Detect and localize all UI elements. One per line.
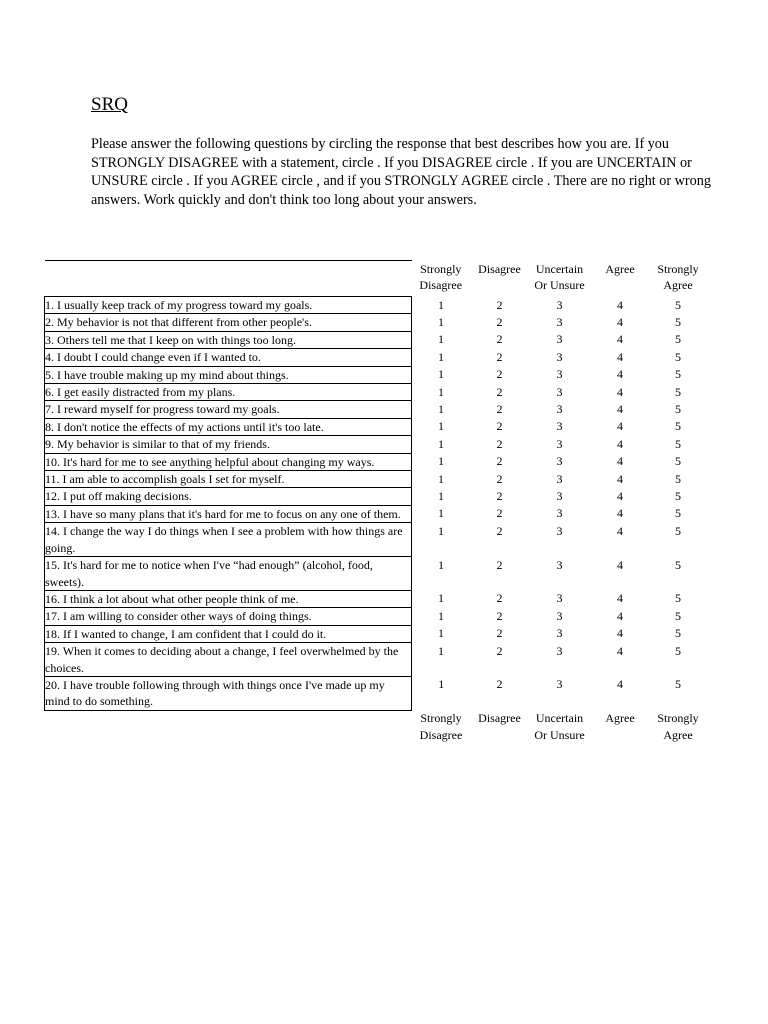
question-text: 7. I reward myself for progress toward my goals.: [45, 401, 412, 418]
option-strongly-agree[interactable]: 5: [675, 367, 681, 382]
option-strongly-disagree[interactable]: 1: [438, 419, 444, 434]
option-uncertain[interactable]: 3: [556, 401, 563, 416]
option-strongly-disagree[interactable]: 1: [438, 384, 444, 399]
option-uncertain[interactable]: 3: [556, 506, 563, 521]
question-text: 11. I am able to accomplish goals I set for myself.: [45, 471, 412, 488]
instructions: [91, 135, 721, 209]
option-strongly-agree[interactable]: 5: [675, 591, 681, 606]
option-uncertain[interactable]: 3: [556, 419, 563, 434]
header-strongly-disagree: Strongly Disagree: [419, 261, 463, 292]
option-strongly-agree[interactable]: 5: [675, 488, 681, 503]
question-row: [45, 523, 707, 557]
question-row: [45, 297, 707, 314]
question-text: 15. It's hard for me to notice when I've “had enough” (alcohol, food, sweets).: [45, 557, 412, 591]
question-text: 8. I don't notice the effects of my actions until it's too late.: [45, 418, 412, 435]
scale-header-row: [45, 261, 707, 297]
option-strongly-disagree[interactable]: 1: [438, 367, 444, 382]
question-row: [45, 384, 707, 401]
option-strongly-agree[interactable]: 5: [675, 506, 681, 521]
option-agree[interactable]: 4: [617, 419, 623, 434]
option-strongly-disagree[interactable]: 1: [438, 471, 444, 486]
footer-agree: Agree: [605, 711, 635, 726]
option-agree[interactable]: 4: [617, 384, 623, 399]
option-strongly-agree[interactable]: 5: [675, 297, 681, 312]
option-agree[interactable]: 4: [617, 506, 623, 521]
option-strongly-agree[interactable]: 5: [675, 436, 681, 451]
question-text: 14. I change the way I do things when I see a problem with how things are going.: [45, 523, 412, 557]
option-strongly-agree[interactable]: 5: [675, 643, 681, 658]
option-agree[interactable]: 4: [617, 677, 623, 692]
question-text: 13. I have so many plans that it's hard for me to focus on any one of them.: [45, 505, 412, 522]
option-disagree[interactable]: 2: [496, 401, 503, 416]
option-agree[interactable]: 4: [617, 436, 623, 451]
question-text: 17. I am willing to consider other ways of doing things.: [45, 608, 412, 625]
question-text: 3. Others tell me that I keep on with things too long.: [45, 331, 412, 348]
question-row: [45, 590, 707, 607]
option-agree[interactable]: 4: [617, 608, 623, 623]
option-uncertain[interactable]: 3: [556, 643, 563, 658]
option-strongly-disagree[interactable]: 1: [438, 557, 444, 572]
option-strongly-disagree[interactable]: 1: [438, 488, 444, 503]
question-text: 2. My behavior is not that different from other people's.: [45, 314, 412, 331]
option-disagree[interactable]: 2: [496, 557, 503, 572]
option-disagree[interactable]: 2: [496, 314, 503, 329]
option-uncertain[interactable]: 3: [556, 349, 563, 364]
option-disagree[interactable]: 2: [496, 384, 503, 399]
option-uncertain[interactable]: 3: [556, 384, 563, 399]
option-agree[interactable]: 4: [617, 488, 623, 503]
question-text: 20. I have trouble following through with things once I've made up my mind to do something.: [45, 676, 412, 710]
option-agree[interactable]: 4: [617, 401, 623, 416]
header-uncertain: Uncertain Or Unsure: [534, 261, 585, 292]
question-text: 10. It's hard for me to see anything helpful about changing my ways.: [45, 453, 412, 470]
option-agree[interactable]: 4: [617, 557, 623, 572]
question-text: 16. I think a lot about what other people think of me.: [45, 590, 412, 607]
option-strongly-disagree[interactable]: 1: [438, 626, 444, 641]
question-row: [45, 471, 707, 488]
option-agree[interactable]: 4: [617, 591, 623, 606]
scale-footer-row: [45, 710, 707, 743]
option-strongly-disagree[interactable]: 1: [438, 523, 444, 538]
option-disagree[interactable]: 2: [496, 367, 503, 382]
option-uncertain[interactable]: 3: [556, 626, 563, 641]
question-row: [45, 557, 707, 591]
option-disagree[interactable]: 2: [496, 419, 503, 434]
option-strongly-agree[interactable]: 5: [675, 349, 681, 364]
question-row: [45, 331, 707, 348]
option-strongly-agree[interactable]: 5: [675, 557, 681, 572]
option-agree[interactable]: 4: [617, 314, 623, 329]
option-strongly-agree[interactable]: 5: [675, 384, 681, 399]
option-strongly-disagree[interactable]: 1: [438, 591, 444, 606]
question-text: 12. I put off making decisions.: [45, 488, 412, 505]
option-disagree[interactable]: 2: [496, 643, 503, 658]
option-agree[interactable]: 4: [617, 367, 623, 382]
question-text: 19. When it comes to deciding about a change, I feel overwhelmed by the choices.: [45, 643, 412, 677]
option-strongly-agree[interactable]: 5: [675, 454, 681, 469]
option-strongly-agree[interactable]: 5: [675, 419, 681, 434]
option-agree[interactable]: 4: [617, 332, 623, 347]
option-agree[interactable]: 4: [617, 349, 623, 364]
option-agree[interactable]: 4: [617, 297, 623, 312]
question-row: [45, 314, 707, 331]
question-row: [45, 453, 707, 470]
option-disagree[interactable]: 2: [496, 349, 503, 364]
option-agree[interactable]: 4: [617, 471, 623, 486]
option-strongly-agree[interactable]: 5: [675, 626, 681, 641]
option-strongly-agree[interactable]: 5: [675, 677, 681, 692]
option-uncertain[interactable]: 3: [556, 677, 563, 692]
option-disagree[interactable]: 2: [496, 608, 503, 623]
footer-blank: [45, 710, 412, 743]
option-agree[interactable]: 4: [617, 523, 623, 538]
questionnaire-table: [44, 260, 707, 743]
option-uncertain[interactable]: 3: [556, 608, 563, 623]
option-strongly-disagree[interactable]: 1: [438, 401, 444, 416]
page-title: SRQ: [91, 94, 128, 115]
header-agree: Agree: [605, 261, 635, 276]
header-strongly-agree: Strongly Agree: [657, 261, 699, 292]
option-strongly-disagree[interactable]: 1: [438, 332, 444, 347]
header-blank: [45, 261, 412, 297]
question-row: [45, 436, 707, 453]
question-row: [45, 625, 707, 642]
option-uncertain[interactable]: 3: [556, 488, 563, 503]
footer-strongly-agree: Strongly Agree: [657, 711, 699, 742]
option-strongly-disagree[interactable]: 1: [438, 506, 444, 521]
question-row: [45, 349, 707, 366]
footer-strongly-disagree: Strongly Disagree: [419, 711, 463, 742]
option-strongly-disagree[interactable]: 1: [438, 677, 445, 692]
question-row: [45, 418, 707, 435]
header-disagree: Disagree: [478, 261, 521, 276]
question-text: 1. I usually keep track of my progress toward my goals.: [45, 297, 412, 314]
option-disagree[interactable]: 2: [496, 677, 503, 692]
option-uncertain[interactable]: 3: [556, 332, 563, 347]
option-strongly-agree[interactable]: 5: [675, 608, 681, 623]
question-text: 6. I get easily distracted from my plans.: [45, 384, 412, 401]
question-row: [45, 608, 707, 625]
option-strongly-disagree[interactable]: 1: [438, 314, 444, 329]
option-uncertain[interactable]: 3: [556, 297, 563, 312]
option-uncertain[interactable]: 3: [556, 454, 563, 469]
option-uncertain[interactable]: 3: [556, 523, 563, 538]
option-disagree[interactable]: 2: [496, 454, 503, 469]
option-strongly-disagree[interactable]: 1: [438, 608, 444, 623]
instructions-text: Please answer the following questions by circling the response that best describes how you are. If you STRONGLY DISAGREE with a statement, circle . If you DISAGREE circle . If you are UNCERTAIN or UNSURE circle . If you AGREE circle , and if you STRONGLY AGREE circle . There are no right or wrong answers. Work quickly and don't think too long about your answers.: [91, 136, 711, 208]
question-row: [45, 676, 707, 710]
question-text: 5. I have trouble making up my mind about things.: [45, 366, 412, 383]
option-disagree[interactable]: 2: [496, 488, 503, 503]
question-row: [45, 488, 707, 505]
option-strongly-agree[interactable]: 5: [675, 471, 681, 486]
question-text: 4. I doubt I could change even if I wanted to.: [45, 349, 412, 366]
option-disagree[interactable]: 2: [496, 297, 503, 312]
footer-uncertain: Uncertain Or Unsure: [534, 711, 585, 742]
option-disagree[interactable]: 2: [496, 332, 503, 347]
option-uncertain[interactable]: 3: [556, 314, 563, 329]
option-strongly-disagree[interactable]: 1: [438, 297, 444, 312]
question-row: [45, 366, 707, 383]
option-uncertain[interactable]: 3: [556, 591, 563, 606]
option-strongly-disagree[interactable]: 1: [438, 454, 444, 469]
option-disagree[interactable]: 2: [496, 506, 503, 521]
option-disagree[interactable]: 2: [496, 436, 503, 451]
option-strongly-agree[interactable]: 5: [675, 314, 681, 329]
question-text: 18. If I wanted to change, I am confident that I could do it.: [45, 625, 412, 642]
option-uncertain[interactable]: 3: [556, 436, 563, 451]
option-uncertain[interactable]: 3: [556, 367, 563, 382]
question-row: [45, 401, 707, 418]
option-strongly-disagree[interactable]: 1: [438, 643, 444, 658]
option-disagree[interactable]: 2: [496, 471, 503, 486]
option-uncertain[interactable]: 3: [556, 557, 563, 572]
option-agree[interactable]: 4: [617, 454, 623, 469]
option-strongly-disagree[interactable]: 1: [438, 436, 444, 451]
option-strongly-agree[interactable]: 5: [675, 332, 681, 347]
option-disagree[interactable]: 2: [496, 591, 503, 606]
footer-disagree: Disagree: [478, 711, 521, 726]
option-strongly-disagree[interactable]: 1: [438, 349, 444, 364]
question-text: 9. My behavior is similar to that of my friends.: [45, 436, 412, 453]
option-uncertain[interactable]: 3: [556, 471, 563, 486]
option-disagree[interactable]: 2: [496, 523, 503, 538]
option-strongly-agree[interactable]: 5: [675, 401, 681, 416]
option-agree[interactable]: 4: [617, 626, 623, 641]
option-strongly-agree[interactable]: 5: [675, 523, 681, 538]
question-row: [45, 643, 707, 677]
option-disagree[interactable]: 2: [496, 626, 503, 641]
question-row: [45, 505, 707, 522]
option-agree[interactable]: 4: [617, 643, 623, 658]
